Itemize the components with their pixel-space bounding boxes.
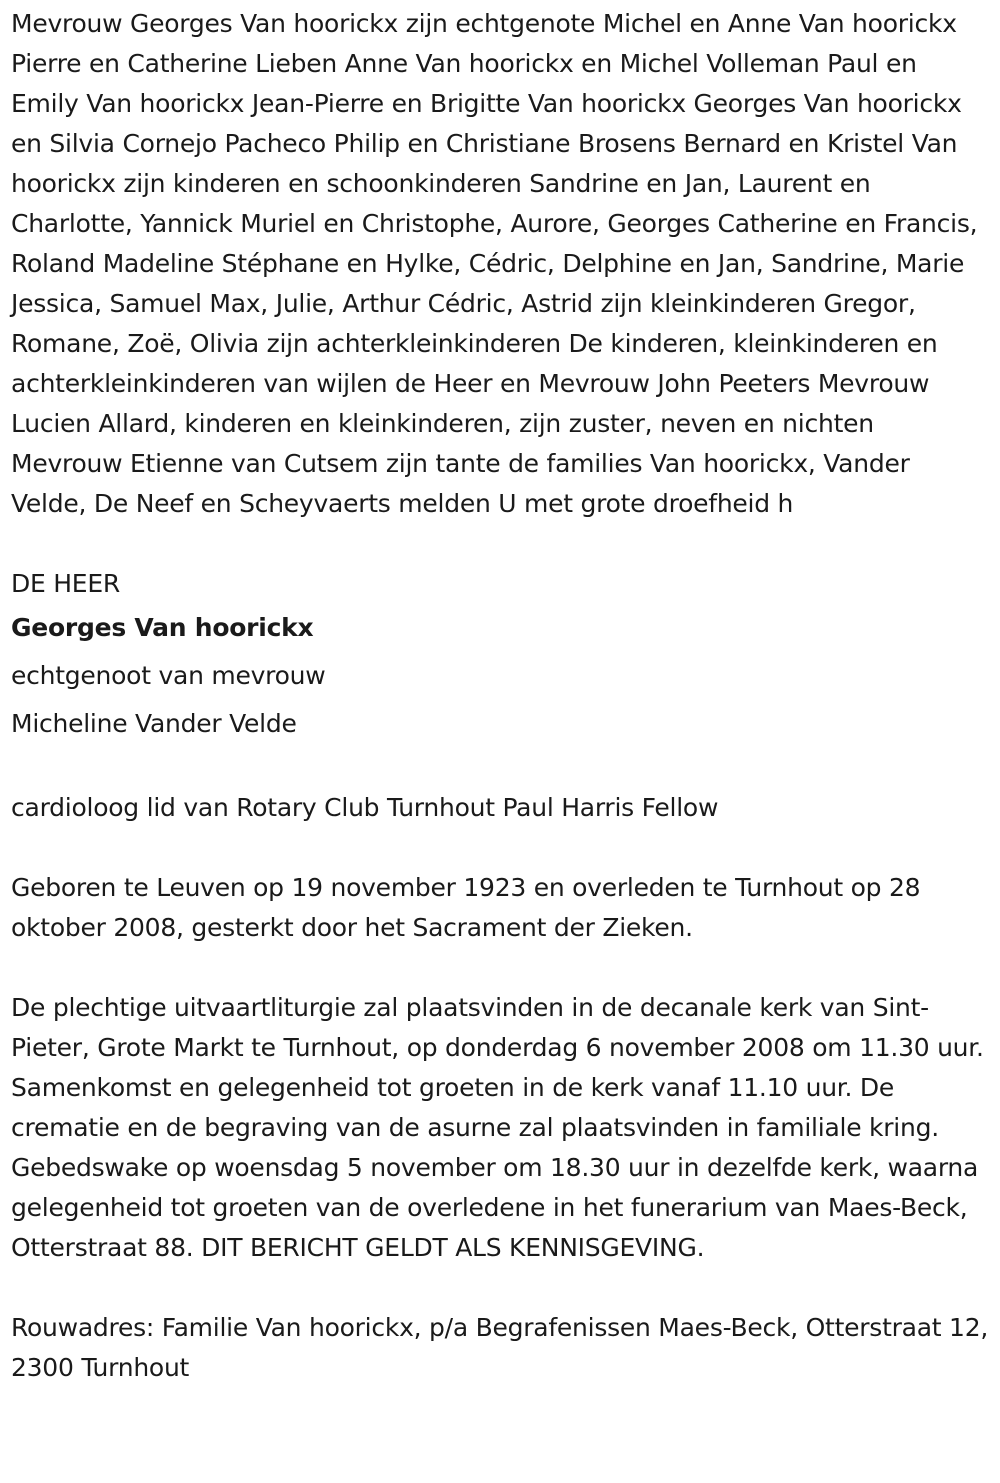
family-announcement: Mevrouw Georges Van hoorickx zijn echtgenote Michel en Anne Van hoorickx Pierre en Catherine Lieben Anne Van hoorickx en Michel Volleman Paul en Emily Van hoorickx Jean-Pierre en Brigitte Van hoorickx Georges Van hoorickx en Silvia Cornejo Pacheco Philip en Christiane Brosens Bernard en Kristel Van hoorickx zijn kinderen en schoonkinderen Sandrine en Jan, Laurent en Charlotte, Yannick Muriel en Christophe, Aurore, Georges Catherine en Francis, Roland Madeline Stéphane en Hylke, Cédric, Delphine en Jan, Sandrine, Marie Jessica, Samuel Max, Julie, Arthur Cédric, Astrid zijn kleinkinderen Gregor, Romane, Zoë, Olivia zijn achterkleinkinderen De kinderen, kleinkinderen en achterkleinkinderen van wijlen de Heer en Mevrouw John Peeters Mevrouw Lucien Allard, kinderen en kleinkinderen, zijn zuster, neven en nichten Mevrouw Etienne van Cutsem zijn tante de families Van hoorickx, Vander Velde, De Neef en Scheyvaerts melden U met grote droefheid h bbox=[11, 9, 978, 518]
title-prefix: DE HEER bbox=[11, 569, 121, 598]
mourning-address: Rouwadres: Familie Van hoorickx, p/a Begrafenissen Maes-Beck, Otterstraat 12, 2300 Turnhout bbox=[11, 1313, 989, 1382]
spouse-line: echtgenoot van mevrouw bbox=[11, 661, 326, 690]
deceased-name: Georges Van hoorickx bbox=[11, 613, 314, 642]
spouse-name: Micheline Vander Velde bbox=[11, 709, 297, 738]
profession-line: cardioloog lid van Rotary Club Turnhout Paul Harris Fellow bbox=[11, 793, 719, 822]
funeral-paragraph: De plechtige uitvaartliturgie zal plaatsvinden in de decanale kerk van Sint-Pieter, Grote Markt te Turnhout, op donderdag 6 november 2008 om 11.30 uur. Samenkomst en gelegenheid tot groeten in de kerk vanaf 11.10 uur. De crematie en de begraving van de asurne zal plaatsvinden in familiale kring. Gebedswake op woensdag 5 november om 18.30 uur in dezelfde kerk, waarna gelegenheid tot groeten van de overledene in het funerarium van Maes-Beck, Otterstraat 88. DIT BERICHT GELDT ALS KENNISGEVING. bbox=[11, 993, 984, 1262]
birth-death-paragraph: Geboren te Leuven op 19 november 1923 en overleden te Turnhout op 28 oktober 2008, gesterkt door het Sacrament der Zieken. bbox=[11, 873, 921, 942]
